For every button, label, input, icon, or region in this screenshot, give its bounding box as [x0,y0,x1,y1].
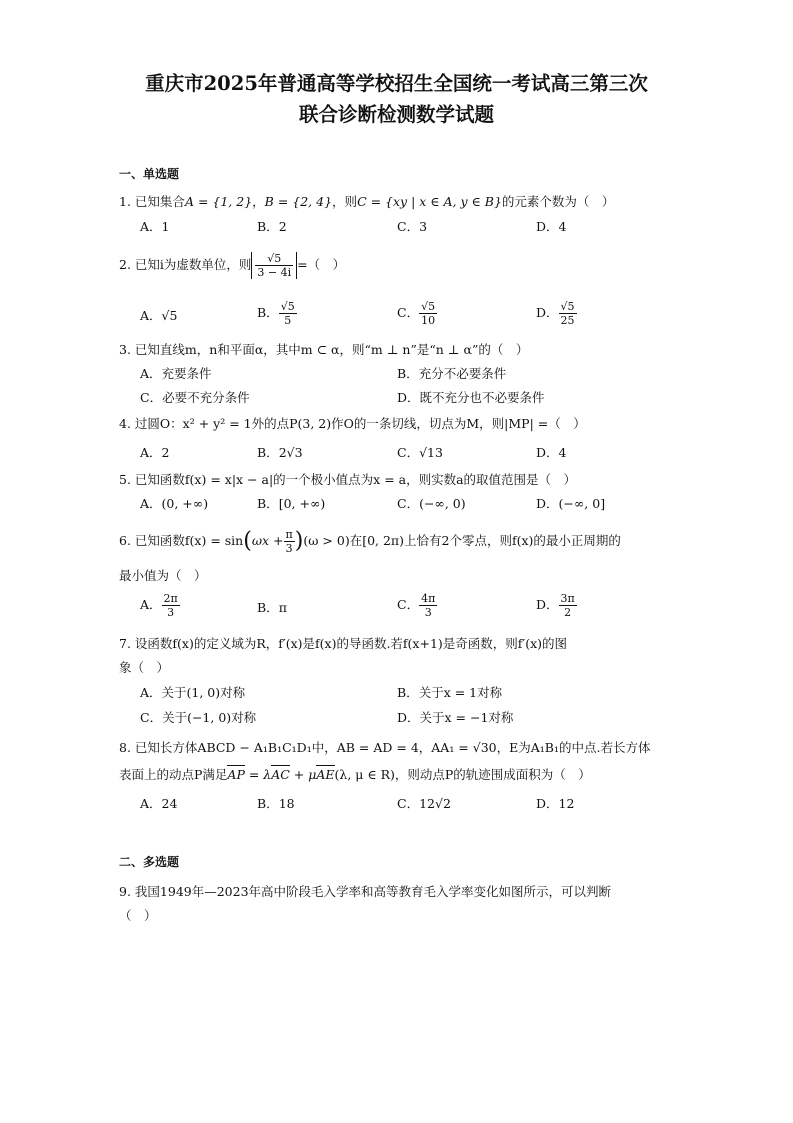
question-9: 9. 我国1949年—2023年高中阶段毛入学率和高等教育毛入学率变化如图所示，可以判断 [119,884,612,899]
question-number: 6. [119,533,131,548]
q5-option-c[interactable]: C．(−∞, 0) [397,496,466,511]
q6-option-b[interactable]: B．π [257,600,287,615]
q1-option-a[interactable]: A．1 [140,219,170,234]
q8-option-a[interactable]: A．24 [140,796,178,811]
q2-option-c[interactable]: C． $\frac{√5}{10}$ [397,300,436,327]
q2-option-d[interactable]: D． $\frac{√5}{25}$ [536,300,575,327]
q4-option-b[interactable]: B．2√3 [257,445,303,460]
q4-option-c[interactable]: C．√13 [397,445,443,460]
q6-option-c[interactable]: C． $\frac{4\pi}{3}$ [397,592,436,619]
q7-option-a[interactable]: A．关于(1, 0)对称 [140,685,246,700]
vector-ac: AC [271,767,290,782]
q4-option-a[interactable]: A．2 [140,445,170,460]
q6-option-a[interactable]: A． $\frac{2\pi}{3}$ [140,592,178,619]
question-2: 2. 已知i为虚数单位，则 $\frac{√5}{3 - 4i}$ =（ ） [119,252,346,279]
section-heading-multiple-choice: 二、多选题 [119,855,180,869]
q5-option-b[interactable]: B．[0, +∞) [257,496,326,511]
question-8-line-2: 表面上的动点P满足AP = λAC + μAE(λ, μ ∈ R)，则动点P的轨迹围成面积为（ ） [119,767,591,782]
q3-option-a[interactable]: A．充要条件 [140,366,212,381]
section-heading-single-choice: 一、单选题 [119,167,180,181]
title-line-2: 联合诊断检测数学试题 [298,103,494,126]
q1-option-c[interactable]: C．3 [397,219,428,234]
vector-ae: AE [316,767,335,782]
question-7: 7. 设函数f(x)的定义域为R，f′(x)是f(x)的导函数.若f(x+1)是奇函数，则f′(x)的图 [119,636,568,651]
question-4: 4. 过圆O：x² + y² = 1外的点P(3, 2)作O的一条切线，切点为M，则|MP| =（ ） [119,416,586,431]
q3-option-b[interactable]: B．充分不必要条件 [397,366,507,381]
q7-option-d[interactable]: D．关于x = −1对称 [397,710,514,725]
question-5: 5. 已知函数f(x) = x|x − a|的一个极小值点为x = a，则实数a的取值范围是（ ） [119,472,577,487]
question-1: 1. 已知集合A = {1, 2}，B = {2, 4}，则C = {xy | x ∈ A, y ∈ B}的元素个数为（ ） [119,194,615,209]
q5-option-a[interactable]: A．(0, +∞) [140,496,209,511]
q7-option-c[interactable]: C．关于(−1, 0)对称 [140,710,257,725]
q7-option-b[interactable]: B．关于x = 1对称 [397,685,503,700]
q3-option-d[interactable]: D．既不充分也不必要条件 [397,390,545,405]
q2-option-b[interactable]: B． $\frac{√5}{5}$ [257,300,295,327]
q4-option-d[interactable]: D．4 [536,445,567,460]
question-7-line-2: 象（ ） [119,660,170,675]
question-number: 3. [119,342,131,357]
question-number: 1. [119,194,131,209]
exam-title [0,68,793,130]
question-9-line-2: （ ） [119,908,157,923]
question-number: 8. [119,740,131,755]
q1-option-d[interactable]: D．4 [536,219,567,234]
abs-fraction: $\frac{√5}{3 - 4i}$ [251,252,297,279]
question-number: 4. [119,416,131,431]
question-8: 8. 已知长方体ABCD − A₁B₁C₁D₁中，AB = AD = 4，AA₁ = √30，E为A₁B₁的中点.若长方体 [119,740,651,755]
q8-option-b[interactable]: B．18 [257,796,295,811]
title-line-1: 重庆市2025年普通高等学校招生全国统一考试高三第三次 [145,72,648,95]
q1-option-b[interactable]: B．2 [257,219,287,234]
q5-option-d[interactable]: D．(−∞, 0] [536,496,606,511]
question-number: 7. [119,636,131,651]
question-number: 5. [119,472,131,487]
q3-option-c[interactable]: C．必要不充分条件 [140,390,250,405]
question-6-line-2: 最小值为（ ） [119,568,207,583]
q2-option-a[interactable]: A．√5 [140,308,178,323]
question-number: 9. [119,884,131,899]
q8-option-c[interactable]: C．12√2 [397,796,451,811]
q6-option-d[interactable]: D． $\frac{3\pi}{2}$ [536,592,575,619]
question-3: 3. 已知直线m，n和平面α，其中m ⊂ α，则“m ⊥ n”是“n ⊥ α”的（ ） [119,342,529,357]
vector-ap: AP [227,767,245,782]
question-6: 6. 已知函数f(x) = sin(ωx + $\frac{\pi}{3}$ )(ω > 0)在[0, 2π)上恰有2个零点，则f(x)的最小正周期的 [119,528,621,555]
question-number: 2. [119,257,131,272]
q8-option-d[interactable]: D．12 [536,796,575,811]
